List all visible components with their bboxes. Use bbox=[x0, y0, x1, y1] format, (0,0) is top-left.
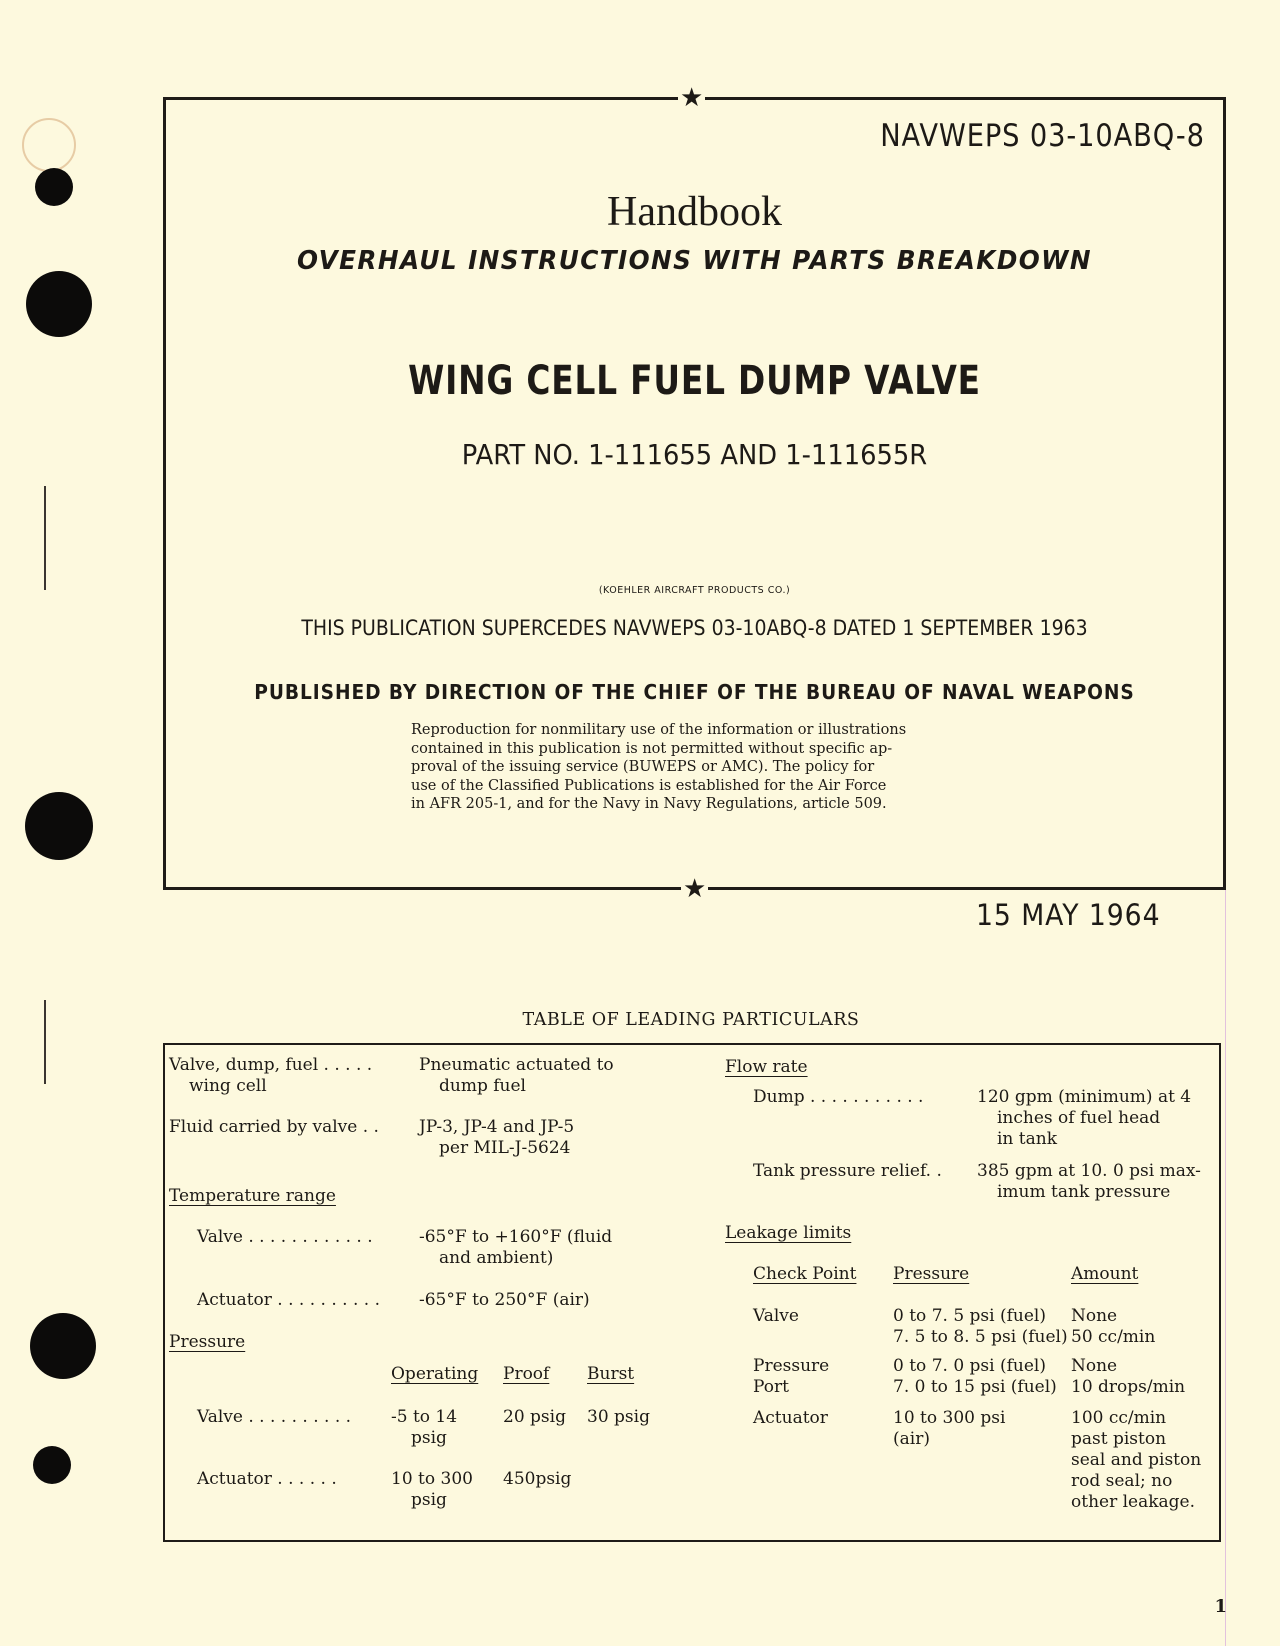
relief-label: Tank pressure relief. . bbox=[753, 1161, 942, 1181]
leak-valve-point: Valve bbox=[753, 1306, 799, 1326]
part-numbers: PART NO. 1-111655 AND 1-111655R bbox=[461, 438, 928, 471]
published-by: PUBLISHED BY DIRECTION OF THE CHIEF OF THE BUREAU OF NAVAL WEAPONS bbox=[254, 680, 1135, 704]
valve-value: Pneumatic actuated to bbox=[419, 1055, 614, 1075]
fluid-value: per MIL-J-5624 bbox=[439, 1138, 571, 1158]
publication-date: 15 MAY 1964 bbox=[975, 898, 1160, 932]
temp-valve-label: Valve . . . . . . . . . . . . bbox=[197, 1227, 373, 1247]
leak-actuator-amount: past piston bbox=[1071, 1429, 1167, 1449]
column-header-burst: Burst bbox=[587, 1364, 635, 1384]
table-title: TABLE OF LEADING PARTICULARS bbox=[522, 1010, 860, 1030]
temperature-heading: Temperature range bbox=[169, 1186, 336, 1206]
dump-value: in tank bbox=[997, 1129, 1058, 1149]
document-subtitle: OVERHAUL INSTRUCTIONS WITH PARTS BREAKDOWN bbox=[297, 246, 1092, 276]
leak-port-pressure: 0 to 7. 0 psi (fuel) bbox=[893, 1356, 1046, 1376]
page-number: 1 bbox=[1214, 1596, 1227, 1617]
notice-line: proval of the issuing service (BUWEPS or AMC). The policy for bbox=[411, 759, 875, 775]
fluid-value: JP-3, JP-4 and JP-5 bbox=[419, 1117, 575, 1137]
leak-port-point: Pressure bbox=[753, 1356, 830, 1376]
pressure-valve-proof: 20 psig bbox=[503, 1407, 566, 1427]
manufacturer: (KOEHLER AIRCRAFT PRODUCTS CO.) bbox=[598, 585, 791, 596]
leak-actuator-amount: seal and piston bbox=[1071, 1450, 1202, 1470]
temp-actuator-value: -65°F to 250°F (air) bbox=[419, 1290, 590, 1310]
valve-value: dump fuel bbox=[439, 1076, 526, 1096]
relief-value: imum tank pressure bbox=[997, 1182, 1171, 1202]
leak-actuator-pressure: (air) bbox=[893, 1429, 930, 1449]
pressure-valve-burst: 30 psig bbox=[587, 1407, 650, 1427]
pressure-actuator-proof: 450psig bbox=[503, 1469, 572, 1489]
column-header-operating: Operating bbox=[391, 1364, 479, 1384]
pressure-actuator-operating: 10 to 300 bbox=[391, 1469, 473, 1489]
dump-label: Dump . . . . . . . . . . . bbox=[753, 1087, 924, 1107]
leak-port-pressure: 7. 0 to 15 psi (fuel) bbox=[893, 1377, 1057, 1397]
document-title: WING CELL FUEL DUMP VALVE bbox=[408, 358, 981, 404]
leak-actuator-pressure: 10 to 300 psi bbox=[893, 1408, 1006, 1428]
relief-value: 385 gpm at 10. 0 psi max- bbox=[977, 1161, 1201, 1181]
dump-value: inches of fuel head bbox=[997, 1108, 1161, 1128]
pressure-actuator-operating: psig bbox=[411, 1490, 447, 1510]
cover-frame bbox=[163, 83, 1226, 904]
leak-actuator-amount: 100 cc/min bbox=[1071, 1408, 1167, 1428]
leakage-heading: Leakage limits bbox=[725, 1223, 852, 1243]
binder-hole bbox=[33, 1446, 71, 1484]
flow-rate-heading: Flow rate bbox=[725, 1057, 808, 1077]
leak-actuator-amount: rod seal; no bbox=[1071, 1471, 1173, 1491]
column-header-pressure: Pressure bbox=[893, 1264, 970, 1284]
leak-valve-amount: None bbox=[1071, 1306, 1118, 1326]
pressure-valve-operating: psig bbox=[411, 1428, 447, 1448]
document-number: NAVWEPS 03-10ABQ-8 bbox=[880, 118, 1205, 154]
notice-line: contained in this publication is not permitted without specific ap- bbox=[411, 740, 893, 757]
temp-valve-value: -65°F to +160°F (fluid bbox=[419, 1227, 613, 1247]
supersedes-notice: THIS PUBLICATION SUPERCEDES NAVWEPS 03-10ABQ-8 DATED 1 SEPTEMBER 1963 bbox=[301, 616, 1088, 640]
binder-hole bbox=[30, 1313, 96, 1379]
star-icon: ★ bbox=[680, 83, 704, 113]
binder-hole bbox=[26, 271, 92, 337]
column-header-amount: Amount bbox=[1071, 1264, 1139, 1284]
leak-valve-amount: 50 cc/min bbox=[1071, 1327, 1156, 1347]
notice-line: use of the Classified Publications is established for the Air Force bbox=[411, 777, 887, 794]
margin-mark bbox=[44, 486, 46, 590]
column-header-check-point: Check Point bbox=[753, 1264, 857, 1284]
pressure-actuator-label: Actuator . . . . . . bbox=[197, 1469, 337, 1489]
leak-port-point: Port bbox=[753, 1377, 789, 1397]
leak-actuator-point: Actuator bbox=[753, 1408, 828, 1428]
pressure-valve-operating: -5 to 14 bbox=[391, 1407, 458, 1427]
star-icon: ★ bbox=[683, 874, 707, 904]
pressure-valve-label: Valve . . . . . . . . . . bbox=[197, 1407, 352, 1427]
valve-label: Valve, dump, fuel . . . . . bbox=[169, 1055, 373, 1075]
scan-line bbox=[1225, 820, 1226, 1646]
paper-stain bbox=[22, 118, 76, 172]
notice-line: in AFR 205-1, and for the Navy in Navy Regulations, article 509. bbox=[411, 796, 887, 812]
valve-label: wing cell bbox=[189, 1076, 267, 1096]
leak-valve-pressure: 7. 5 to 8. 5 psi (fuel) bbox=[893, 1327, 1068, 1347]
leak-port-amount: None bbox=[1071, 1356, 1118, 1376]
leak-actuator-amount: other leakage. bbox=[1071, 1492, 1196, 1512]
temp-actuator-label: Actuator . . . . . . . . . . bbox=[197, 1290, 380, 1310]
document-type: Handbook bbox=[607, 189, 782, 235]
reproduction-notice bbox=[411, 721, 971, 814]
temp-valve-value: and ambient) bbox=[439, 1248, 554, 1268]
leak-valve-pressure: 0 to 7. 5 psi (fuel) bbox=[893, 1306, 1046, 1326]
notice-line: Reproduction for nonmilitary use of the information or illustrations bbox=[411, 722, 907, 738]
leading-particulars-table bbox=[163, 1043, 1221, 1542]
pressure-heading: Pressure bbox=[169, 1332, 246, 1352]
binder-hole bbox=[25, 792, 93, 860]
leak-port-amount: 10 drops/min bbox=[1071, 1377, 1186, 1397]
fluid-label: Fluid carried by valve . . bbox=[169, 1117, 379, 1137]
binder-hole bbox=[35, 168, 73, 206]
dump-value: 120 gpm (minimum) at 4 bbox=[977, 1087, 1192, 1107]
column-header-proof: Proof bbox=[503, 1364, 550, 1384]
